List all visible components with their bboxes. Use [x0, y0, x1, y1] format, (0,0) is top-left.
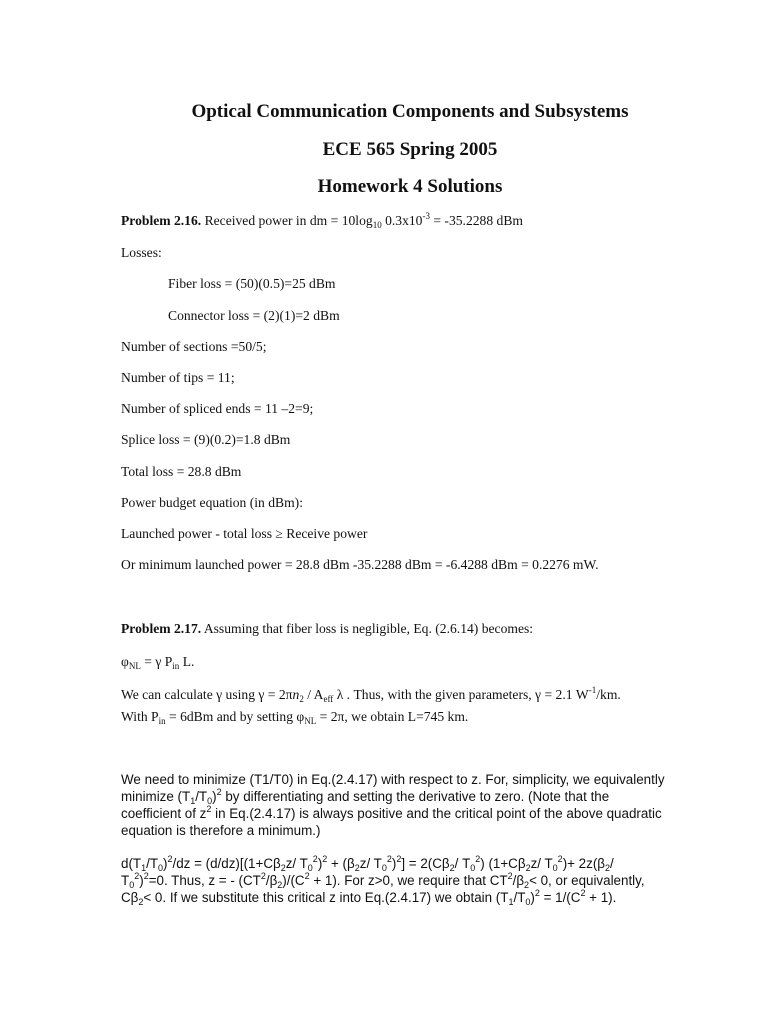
derivative-line-3: $C\beta_2< 0$. If we substitute this critical z into Eq.(2.4.17) we obtain $(T_1/T_0)^2 = 1/(C^2 + 1)$.: [121, 888, 617, 907]
launched-power-inequality: Launched power - total loss ≥ Receive power: [121, 526, 368, 541]
dispersion-line-3: coefficient of $z^2$ in Eq.(2.4.17) is always positive and the critical point of the above quadratic: [121, 804, 662, 821]
connector-loss: Connector loss = (2)(1)=2 dBm: [168, 308, 340, 323]
problem-2-16-received: Problem 2.16. Received power in dm = $10\log_{10}$ $0.3x10^{-3} = -35.2288$ dBm: [121, 211, 523, 230]
problem-2-16-label: Problem 2.16.: [121, 213, 202, 228]
dispersion-line-4: equation is therefore a minimum.): [121, 823, 321, 838]
number-of-sections: Number of sections =50/5;: [121, 339, 267, 354]
derivative-line-1: $d(T_1/T_0)^2/dz = (d/dz)[(1+C\beta_2z/$ $T_0^2)^2 + (\beta_2z/$ $T_0^2)^2] = 2(C\beta_2/$ $T_0^2$) ($1+C\beta_2z/$ $T_0^2)+ 2z(\beta_2/$: [121, 854, 614, 873]
fiber-loss: Fiber loss = (50)(0.5)=25 dBm: [168, 276, 336, 291]
derivative-line-2: $T_0^2)^2=0$. Thus, z = - $(CT^2/\beta_2)/(C^2 + 1)$. For z>0, we require that $CT^2/\beta_2< 0$, or equivalently,: [121, 871, 645, 890]
losses-heading: Losses:: [121, 245, 162, 260]
splice-loss: Splice loss = (9)(0.2)=1.8 dBm: [121, 432, 291, 447]
phi-nl-equation: $\varphi_{NL} = \gamma$ $P_{in}$ L.: [121, 654, 195, 671]
length-result: With $P_{in} = 6dBm$ and by setting $\varphi_{NL} = 2\pi$, we obtain L=745 km.: [121, 709, 469, 726]
problem-2-17-intro: Problem 2.17. Assuming that fiber loss is negligible, Eq. (2.6.14) becomes:: [121, 621, 534, 636]
problem-2-17-label: Problem 2.17.: [121, 621, 202, 636]
number-of-spliced-ends: Number of spliced ends = 11 –2=9;: [121, 401, 314, 416]
dispersion-line-1: We need to minimize (T1/T0) in Eq.(2.4.17) with respect to z. For, simplicity, we equivalently: [121, 772, 665, 787]
power-budget-heading: Power budget equation (in dBm):: [121, 495, 303, 510]
dispersion-line-2: minimize $(T_1/T_0)^2$ by differentiating and setting the derivative to zero. (Note that the: [121, 787, 610, 806]
course-title: Optical Communication Components and Subsystems: [191, 101, 629, 122]
number-of-tips: Number of tips = 11;: [121, 370, 235, 385]
term-title: ECE 565 Spring 2005: [322, 139, 498, 160]
gamma-calculation: We can calculate γ using $\gamma = 2\pi n_2 / A_{eff}$ λ . Thus, with the given parameters, γ = 2.1 $W^{-1}/km$.: [121, 685, 621, 704]
assignment-title: Homework 4 Solutions: [317, 176, 503, 197]
minimum-launched-power: Or minimum launched power = 28.8 dBm -35.2288 dBm = -6.4288 dBm = 0.2276 mW.: [121, 557, 599, 572]
total-loss: Total loss = 28.8 dBm: [121, 464, 242, 479]
